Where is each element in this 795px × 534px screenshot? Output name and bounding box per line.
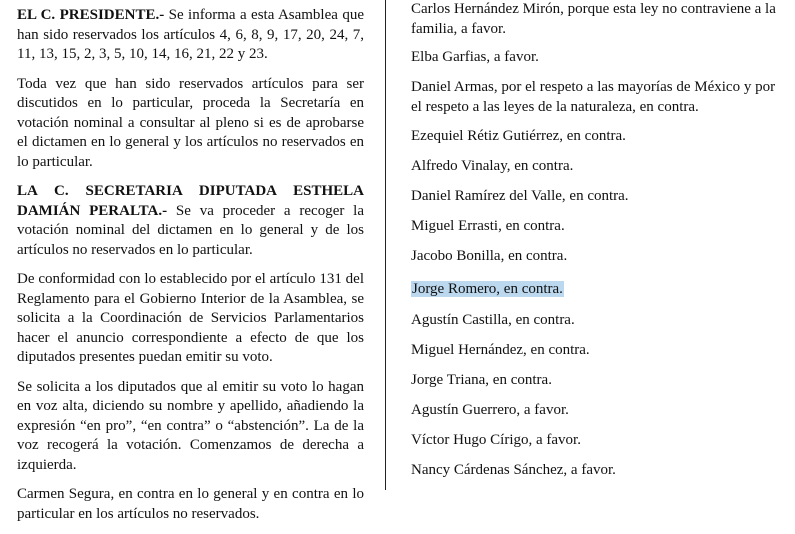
president-announcement (17, 6, 364, 65)
vote-text: Agustín Guerrero, a favor. (411, 402, 569, 418)
vote-text: Miguel Hernández, en contra. (411, 342, 590, 358)
highlighted-vote-text[interactable]: Jorge Romero, en contra. (412, 281, 563, 297)
speaker-name: EL C. PRESIDENTE.- (17, 7, 165, 23)
voting-instructions (17, 378, 364, 476)
vote-entry (411, 461, 781, 481)
speaker-name: LA C. SECRETARIA DIPUTADA ESTHELA DAMIÁN PERALTA.- (17, 183, 364, 219)
vote-text: Agustín Castilla, en contra. (411, 312, 575, 328)
vote-entry (411, 78, 781, 117)
paragraph-text: Se va proceder a recoger la votación nominal del dictamen en lo general y de los artículos no reservados en lo particular. (17, 202, 364, 258)
paragraph-text: De conformidad con lo establecido por el artículo 131 del Reglamento para el Gobierno Interior de la Asamblea, se solicita a la Coordinación de Servicios Parlamentarios hacer el anuncio correspondiente a efecto de que los diputados presentes puedan emitir su voto. (17, 271, 364, 365)
paragraph-text: Se solicita a los diputados que al emitir su voto lo hagan en voz alta, diciendo su nombre y apellido, añadiendo la expresión “en pro”, “en contra” o “abstención”. La de la voz recogerá la votación. Comenzamos de derecha a izquierda. (17, 378, 364, 473)
vote-entry (411, 187, 781, 207)
vote-entry (411, 0, 781, 39)
vote-text: Alfredo Vinalay, en contra. (411, 158, 574, 174)
vote-text: Jorge Triana, en contra. (411, 372, 552, 388)
vote-text: Jacobo Bonilla, en contra. (411, 248, 568, 264)
vote-entry (411, 341, 781, 361)
vote-text: Daniel Armas, por el respeto a las mayorías de México y por el respeto a las leyes de la naturaleza, en contra. (411, 79, 776, 115)
secretary-announcement (17, 182, 364, 260)
paragraph-text: Toda vez que han sido reservados artículos para ser discutidos en lo particular, proceda la Secretaría en votación nominal a consultar al pleno si es de aprobarse el dictamen en lo general y los artículos no reservados en lo particular. (17, 75, 364, 170)
vote-entry (411, 157, 781, 177)
column-divider (385, 0, 386, 490)
vote-text: Víctor Hugo Círigo, a favor. (411, 432, 581, 448)
vote-text: Nancy Cárdenas Sánchez, a favor. (411, 462, 616, 478)
vote-entry (411, 311, 781, 331)
paragraph-text: Carmen Segura, en contra en lo general y en contra en lo particular en los artículos no reservados. (17, 486, 364, 522)
regulation-paragraph (17, 270, 364, 368)
vote-text: Ezequiel Rétiz Gutiérrez, en contra. (411, 128, 626, 144)
vote-entry (411, 431, 781, 451)
vote-text: Daniel Ramírez del Valle, en contra. (411, 188, 629, 204)
vote-entry (411, 127, 781, 147)
paragraph-text: Se informa a esta Asamblea que han sido reservados los artículos 4, 6, 8, 9, 17, 20, 24, 7, 11, 13, 15, 2, 3, 5, 10, 14, 16, 21, 22 y 23. (17, 7, 364, 62)
vote-entry (411, 371, 781, 391)
vote-entry (411, 247, 781, 267)
first-vote (17, 485, 364, 524)
vote-text: Miguel Errasti, en contra. (411, 218, 565, 234)
left-column (17, 6, 364, 534)
vote-text: Carlos Hernández Mirón, porque esta ley no contraviene a la familia, a favor. (411, 1, 776, 37)
vote-entry (411, 48, 781, 68)
president-instruction (17, 75, 364, 173)
vote-entry-highlighted (411, 280, 781, 300)
vote-text: Elba Garfias, a favor. (411, 49, 539, 65)
vote-entry (411, 217, 781, 237)
vote-entry (411, 401, 781, 421)
